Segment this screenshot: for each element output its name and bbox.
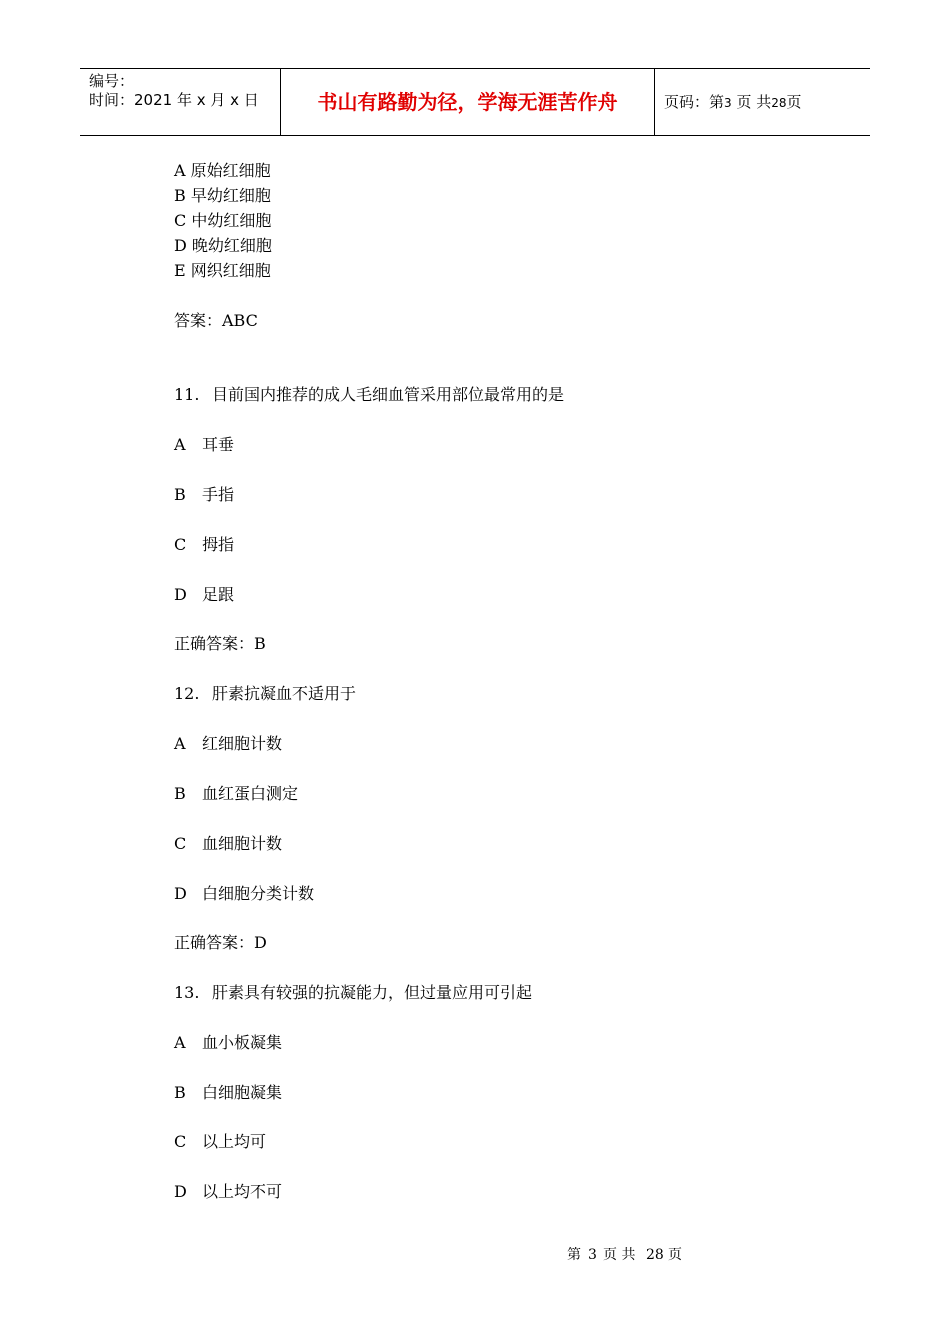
option-text: 白细胞分类计数: [202, 884, 315, 903]
option-text: 以上均不可: [202, 1182, 283, 1201]
option-letter: A: [174, 734, 186, 753]
option-letter: B: [174, 1083, 186, 1102]
question-text: 肝素抗凝血不适用于: [212, 684, 357, 703]
question-11: [174, 385, 564, 405]
option-text: 血红蛋白测定: [202, 784, 299, 803]
header-page-suffix: 页: [786, 93, 802, 111]
q12-answer: 正确答案：D: [174, 933, 267, 952]
question-12: [174, 684, 356, 704]
question-text: 目前国内推荐的成人毛细血管采用部位最常用的是: [212, 385, 565, 404]
prev-option-b: B 早幼红细胞: [174, 186, 271, 205]
prev-option-c: C 中幼红细胞: [174, 211, 272, 230]
footer-suffix: 页: [668, 1247, 682, 1263]
option-letter: A: [174, 1033, 186, 1052]
page-header: [80, 68, 870, 136]
document-date-label: 时间：2021 年 x 月 x 日: [89, 91, 259, 109]
q12-option-a: [174, 734, 282, 754]
option-text: 手指: [202, 485, 235, 504]
header-page-cell: [655, 69, 870, 135]
header-page-number: [664, 93, 802, 113]
prev-option-d: D 晚幼红细胞: [174, 236, 272, 255]
prev-option-a: A 原始红细胞: [174, 161, 271, 180]
option-text: 血细胞计数: [202, 834, 283, 853]
option-text: 足跟: [202, 585, 235, 604]
option-text: 白细胞凝集: [202, 1083, 283, 1102]
q12-option-c: [174, 834, 282, 854]
option-letter: D: [174, 1182, 187, 1201]
option-letter: D: [174, 884, 187, 903]
prev-answer: 答案：ABC: [174, 311, 258, 330]
document-code-label: 编号：: [89, 72, 135, 90]
option-letter: B: [174, 784, 186, 803]
option-letter: C: [174, 535, 187, 554]
q11-option-b: [174, 485, 234, 505]
question-13: [174, 983, 532, 1003]
option-text: 血小板凝集: [202, 1033, 283, 1052]
q13-option-b: [174, 1083, 282, 1103]
q11-option-c: [174, 535, 234, 555]
footer-mid: 页 共: [603, 1247, 636, 1263]
q11-answer: 正确答案：B: [174, 634, 266, 653]
q11-option-d: [174, 585, 234, 605]
option-text: 以上均可: [202, 1132, 267, 1151]
q12-option-d: [174, 884, 314, 904]
option-text: 红细胞计数: [202, 734, 283, 753]
header-page-prefix: 页码：第: [664, 93, 725, 111]
prev-option-e: E 网织红细胞: [174, 261, 271, 280]
footer-page-current: 3: [588, 1247, 597, 1263]
header-page-current: 3: [724, 96, 732, 110]
option-letter: C: [174, 834, 187, 853]
header-motto-cell: [281, 69, 655, 135]
q12-option-b: [174, 784, 298, 804]
option-letter: B: [174, 485, 186, 504]
question-number: 12.: [174, 684, 200, 703]
footer-prefix: 第: [567, 1247, 581, 1263]
option-letter: D: [174, 585, 187, 604]
option-letter: C: [174, 1132, 187, 1151]
option-letter: A: [174, 435, 186, 454]
header-motto: 书山有路勤为径，学海无涯苦作舟: [317, 90, 618, 114]
header-page-mid: 页 共: [736, 93, 772, 111]
header-meta-cell: [80, 69, 281, 135]
header-page-total: 28: [771, 96, 787, 110]
q11-option-a: [174, 435, 234, 455]
option-text: 耳垂: [202, 435, 235, 454]
option-text: 拇指: [202, 535, 235, 554]
question-number: 13.: [174, 983, 200, 1002]
footer-page-total: 28: [646, 1247, 664, 1263]
q13-option-a: [174, 1033, 282, 1053]
question-text: 肝素具有较强的抗凝能力，但过量应用可引起: [212, 983, 533, 1002]
q13-option-c: [174, 1132, 266, 1152]
q13-option-d: [174, 1182, 282, 1202]
question-number: 11.: [174, 385, 200, 404]
